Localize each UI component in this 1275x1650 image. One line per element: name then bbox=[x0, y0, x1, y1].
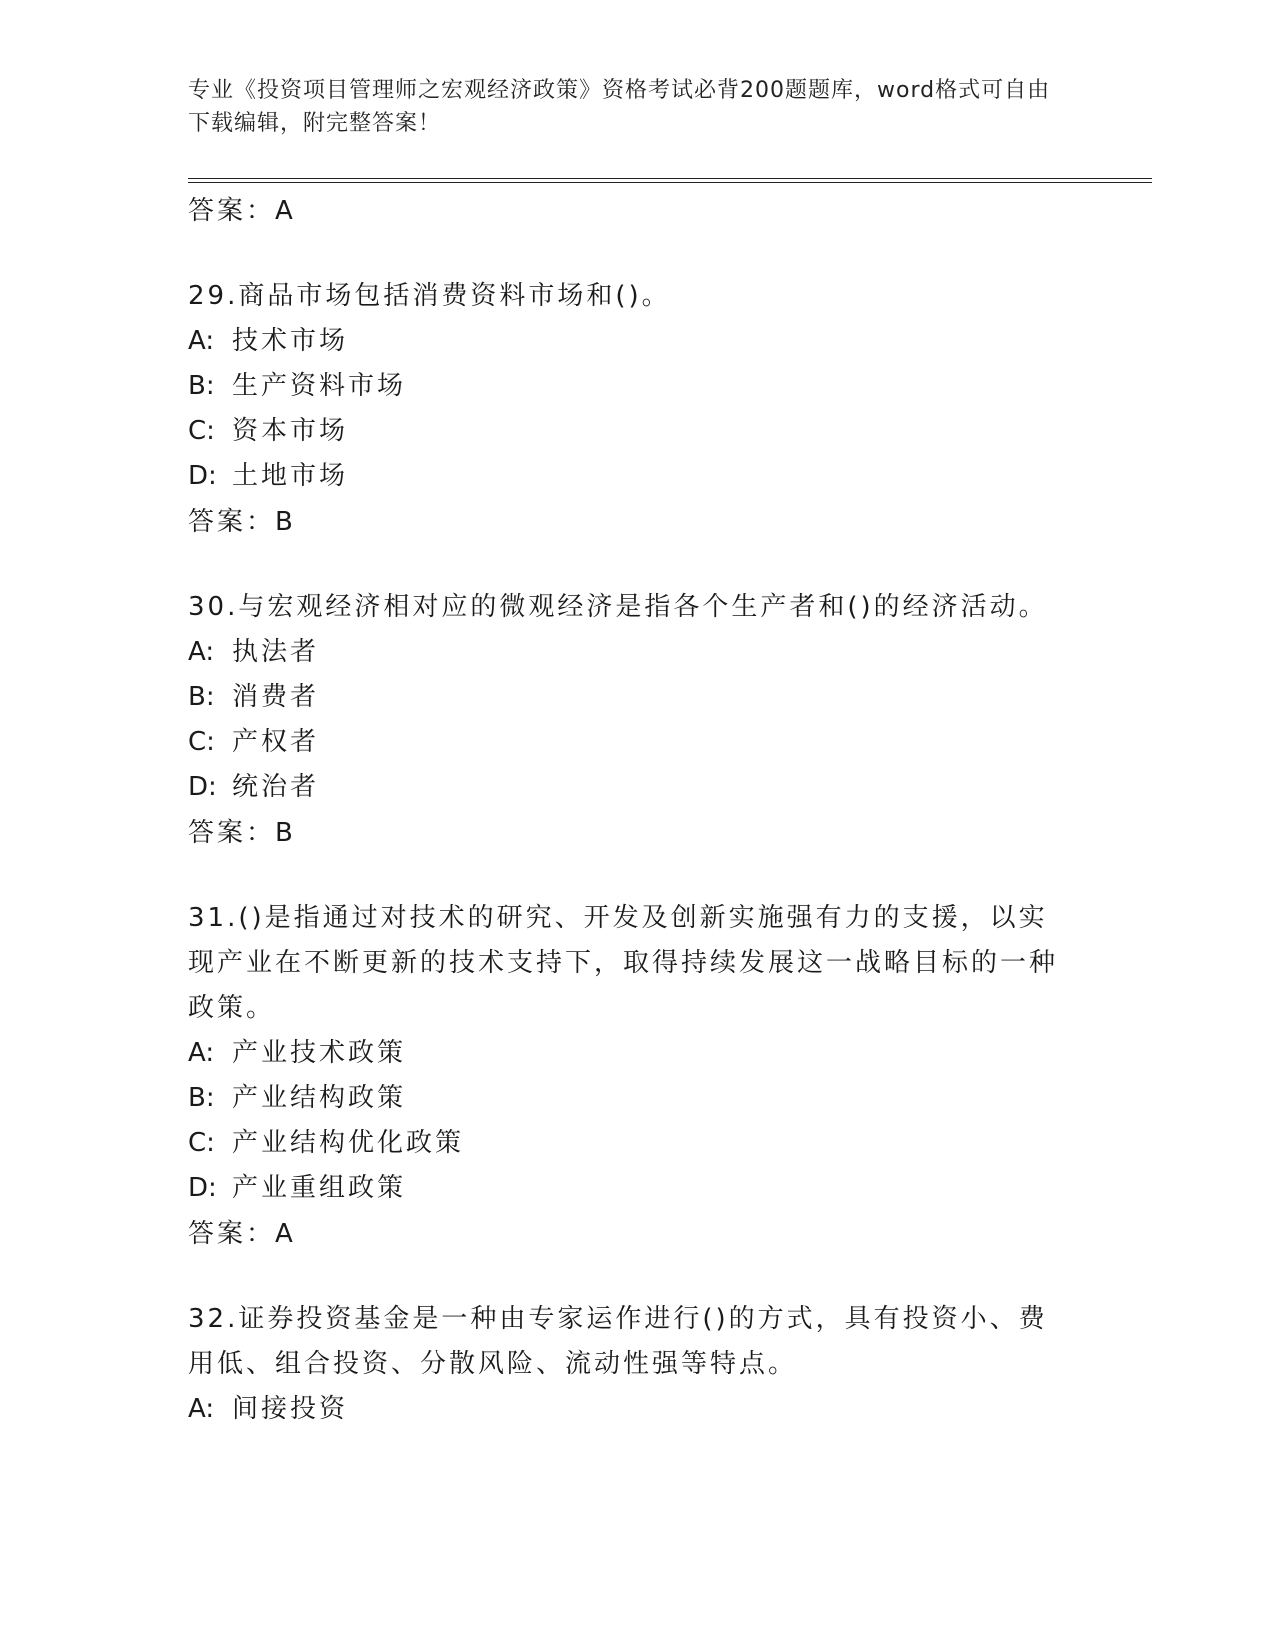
option-a bbox=[188, 1031, 1088, 1076]
option-b bbox=[188, 364, 1088, 409]
option-text: 执法者 bbox=[232, 637, 320, 667]
option-text: 产业技术政策 bbox=[232, 1038, 407, 1068]
answer-line bbox=[188, 810, 1088, 856]
answer-label: 答案： bbox=[188, 1219, 276, 1249]
answer-label: 答案： bbox=[188, 507, 276, 537]
option-text: 土地市场 bbox=[232, 461, 349, 491]
question-text: 31.()是指通过对技术的研究、开发及创新实施强有力的支援，以实现产业在不断更新的技术支持下，取得持续发展这一战略目标的一种政策。 bbox=[188, 903, 1059, 1023]
option-text: 间接投资 bbox=[232, 1394, 349, 1424]
question-list bbox=[188, 188, 1088, 1432]
option-key: A: bbox=[188, 637, 215, 667]
option-text: 产业重组政策 bbox=[232, 1173, 407, 1203]
answer-label: 答案： bbox=[188, 196, 276, 226]
option-key: D: bbox=[188, 1173, 217, 1203]
option-text: 消费者 bbox=[232, 682, 320, 712]
option-key: A: bbox=[188, 326, 215, 356]
option-b bbox=[188, 1076, 1088, 1121]
option-c bbox=[188, 1121, 1088, 1166]
option-b bbox=[188, 675, 1088, 720]
question-text: 32.证券投资基金是一种由专家运作进行()的方式，具有投资小、费用低、组合投资、分散风险、流动性强等特点。 bbox=[188, 1304, 1048, 1379]
option-text: 生产资料市场 bbox=[232, 371, 407, 401]
option-key: D: bbox=[188, 461, 217, 491]
question-block bbox=[188, 896, 1088, 1257]
question-text: 30.与宏观经济相对应的微观经济是指各个生产者和()的经济活动。 bbox=[188, 592, 1048, 622]
option-a bbox=[188, 630, 1088, 675]
question-block bbox=[188, 585, 1088, 856]
answer-value: A bbox=[275, 196, 296, 226]
header-divider-top bbox=[188, 178, 1152, 179]
option-key: A: bbox=[188, 1038, 215, 1068]
answer-line bbox=[188, 499, 1088, 545]
option-key: C: bbox=[188, 727, 215, 757]
question-block bbox=[188, 1297, 1088, 1432]
option-key: C: bbox=[188, 416, 215, 446]
answer-line bbox=[188, 188, 1088, 234]
answer-line bbox=[188, 1211, 1088, 1257]
option-text: 技术市场 bbox=[232, 326, 349, 356]
option-d bbox=[188, 454, 1088, 499]
option-text: 资本市场 bbox=[232, 416, 349, 446]
option-text: 产业结构优化政策 bbox=[232, 1128, 465, 1158]
option-key: B: bbox=[188, 371, 215, 401]
option-c bbox=[188, 720, 1088, 765]
header-divider-bottom bbox=[188, 182, 1152, 183]
answer-value: B bbox=[275, 818, 296, 848]
option-key: B: bbox=[188, 682, 215, 712]
option-text: 产权者 bbox=[232, 727, 320, 757]
option-a bbox=[188, 1387, 1088, 1432]
option-d bbox=[188, 765, 1088, 810]
option-text: 产业结构政策 bbox=[232, 1083, 407, 1113]
document-header: 专业《投资项目管理师之宏观经济政策》资格考试必背200题题库，word格式可自由下载编辑，附完整答案！ bbox=[188, 78, 1051, 136]
option-key: A: bbox=[188, 1394, 215, 1424]
question-block bbox=[188, 274, 1088, 545]
option-d bbox=[188, 1166, 1088, 1211]
option-c bbox=[188, 409, 1088, 454]
question-text: 29.商品市场包括消费资料市场和()。 bbox=[188, 281, 671, 311]
option-key: B: bbox=[188, 1083, 215, 1113]
option-key: D: bbox=[188, 772, 217, 802]
answer-value: B bbox=[275, 507, 296, 537]
option-a bbox=[188, 319, 1088, 364]
answer-label: 答案： bbox=[188, 818, 276, 848]
option-text: 统治者 bbox=[232, 772, 320, 802]
answer-value: A bbox=[275, 1219, 296, 1249]
option-key: C: bbox=[188, 1128, 215, 1158]
